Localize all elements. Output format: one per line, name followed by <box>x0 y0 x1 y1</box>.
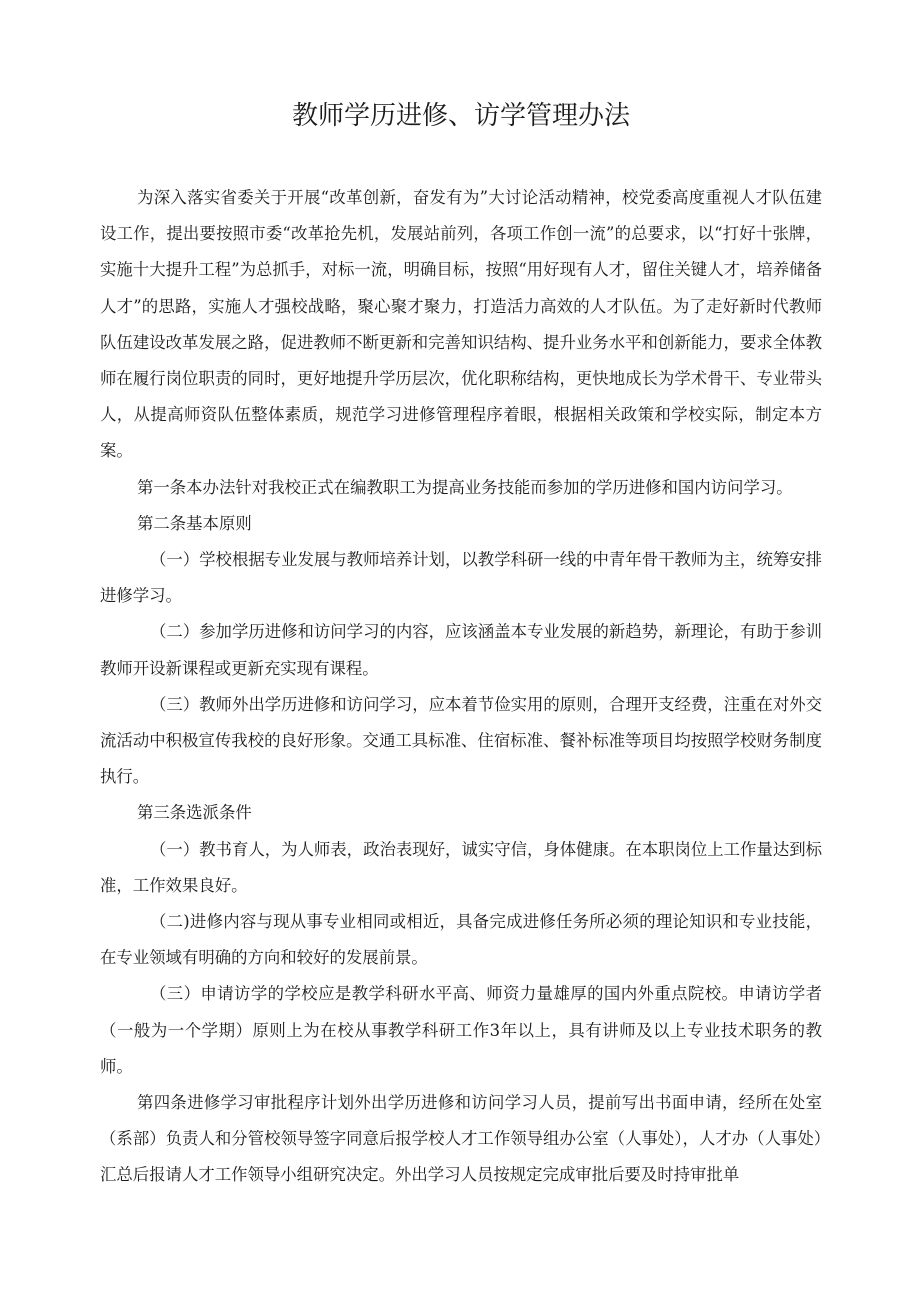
paragraph-article-2-item-2: （二）参加学历进修和访问学习的内容，应该涵盖本专业发展的新趋势，新理论，有助于参训教师开设新课程或更新充实现有课程。 <box>100 622 823 678</box>
document-body <box>100 180 822 1194</box>
paragraph-preamble: 为深入落实省委关于开展“改革创新，奋发有为”大讨论活动精神，校党委高度重视人才队伍建设工作，提出要按照市委“改革抢先机，发展站前列，各项工作创一流”的总要求，以“打好十张牌，实施十大提升工程”为总抓手，对标一流，明确目标，按照“用好现有人才，留住关键人才，培养储备人才”的思路，实施人才强校战略，聚心聚才聚力，打造活力高效的人才队伍。为了走好新时代教师队伍建设改革发展之路，促进教师不断更新和完善知识结构、提升业务水平和创新能力，要求全体教师在履行岗位职责的同时，更好地提升学历层次，优化职称结构，更快地成长为学术骨干、专业带头人，从提高师资队伍整体素质，规范学习进修管理程序着眼，根据相关政策和学校实际，制定本方案。 <box>100 188 822 461</box>
paragraph-article-4: 第四条进修学习审批程序计划外出学历进修和访问学习人员，提前写出书面申请，经所在处室（系部）负责人和分管校领导签字同意后报学校人才工作领导组办公室（人事处），人才办（人事处）汇总后报请人才工作领导小组研究决定。外出学习人员按规定完成审批后要及时持审批单 <box>100 1093 822 1185</box>
paragraph-article-3-item-2: （二)进修内容与现从事专业相同或相近，具备完成进修任务所必须的理论知识和专业技能，在专业领域有明确的方向和较好的发展前景。 <box>100 912 822 968</box>
paragraph-article-2-item-3: （三）教师外出学历进修和访问学习，应本着节俭实用的原则，合理开支经费，注重在对外交流活动中积极宣传我校的良好形象。交通工具标准、住宿标准、餐补标准等项目均按照学校财务制度执行。 <box>100 694 823 787</box>
paragraph-article-2-item-1: （一）学校根据专业发展与教师培养计划，以教学科研一线的中青年骨干教师为主，统筹安排进修学习。 <box>100 550 823 606</box>
paragraph-article-3-item-1: （一）教书育人，为人师表，政治表现好，诚实守信，身体健康。在本职岗位上工作量达到标准，工作效果良好。 <box>100 839 823 895</box>
heading-article-2: 第二条基本原则 <box>137 513 252 533</box>
document-title: 教师学历进修、访学管理办法 <box>291 101 630 131</box>
paragraph-article-1: 第一条本办法针对我校正式在编教职工为提高业务技能而参加的学历进修和国内访问学习。 <box>137 477 793 497</box>
paragraph-article-3-item-3: （三）申请访学的学校应是教学科研水平高、师资力量雄厚的国内外重点院校。申请访学者（一般为一个学期）原则上为在校从事教学科研工作3年以上，具有讲师及以上专业技术职务的教师。 <box>100 984 822 1076</box>
heading-article-3: 第三条选派条件 <box>137 803 252 823</box>
